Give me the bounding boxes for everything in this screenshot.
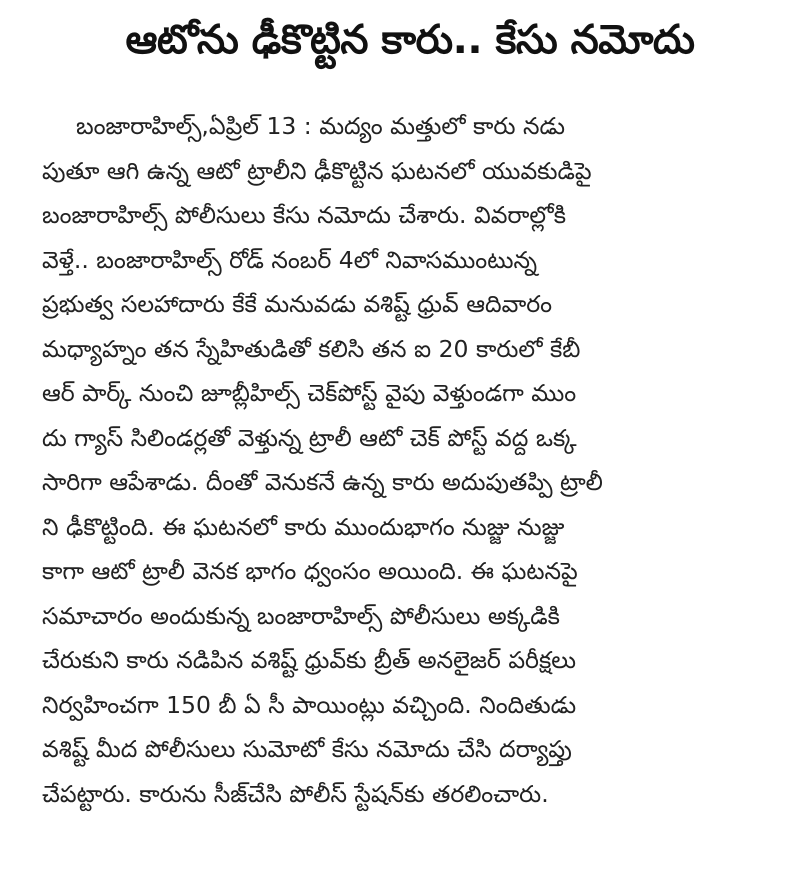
- cropped-previous-text: [300, 0, 520, 6]
- article-body: [42, 104, 778, 816]
- article-line: సమాచారం అందుకున్న బంజారాహిల్స్ పోలీసులు అక్కడికి: [42, 601, 560, 630]
- article-line: ని ఢీకొట్టింది. ఈ ఘటనలో కారు ముందుభాగం నుజ్జు నుజ్జు: [42, 512, 565, 541]
- article-line: సారిగా ఆపేశాడు. దీంతో వెనుకనే ఉన్న కారు అదుపుతప్పి ట్రాలీ: [42, 468, 603, 496]
- article-line: నిర్వహించగా 150 బీ ఏ సీ పాయింట్లు వచ్చింది. నిందితుడు: [42, 690, 577, 719]
- article-line: బంజారాహిల్స్ పోలీసులు కేసు నమోదు చేశారు. వివరాల్లోకి: [42, 201, 566, 229]
- article-headline: ఆటోను ఢీకొట్టిన కారు.. కేసు నమోదు: [125, 17, 695, 63]
- article-line: కాగా ఆటో ట్రాలీ వెనక భాగం ధ్వంసం అయింది. ఈ ఘటనపై: [42, 557, 578, 585]
- article-line: మధ్యాహ్నం తన స్నేహితుడితో కలిసి తన ఐ 20 కారులో కేబీ: [42, 334, 581, 363]
- article-line: ప్రభుత్వ సలహాదారు కేకే మనువడు వశిష్ట్ ధ్రువ్ ఆదివారం: [42, 290, 553, 318]
- article-line: వెళ్తే.. బంజారాహిల్స్ రోడ్ నంబర్ 4లో నివాసముంటున్న: [42, 245, 537, 274]
- article-line: పుతూ ఆగి ఉన్న ఆటో ట్రాలీని ఢీకొట్టిన ఘటనలో యువకుడిపై: [42, 156, 592, 185]
- article-line: దు గ్యాస్ సిలిండర్లతో వెళ్తున్న ట్రాలీ ఆటో చెక్ పోస్ట్ వద్ద ఒక్క: [42, 423, 577, 452]
- article-line: చేపట్టారు. కారును సీజ్‌చేసి పోలీస్ స్టేషన్‌కు తరలించారు.: [42, 779, 549, 808]
- article-line: ఆర్ పార్క్ నుంచి జూబ్లీహిల్స్ చెక్‌పోస్ట్ వైపు వెళ్తుండగా ముం: [42, 379, 577, 407]
- article-line: చేరుకుని కారు నడిపిన వశిష్ట్ ధ్రువ్‌కు బ్రీత్ అనలైజర్ పరీక్షలు: [42, 646, 577, 674]
- article-line: వశిష్ట్ మీద పోలీసులు సుమోటో కేసు నమోదు చేసి దర్యాప్తు: [42, 735, 572, 763]
- article-line: బంజారాహిల్స్,ఏప్రిల్ 13 : మద్యం మత్తులో కారు నడు: [76, 112, 565, 140]
